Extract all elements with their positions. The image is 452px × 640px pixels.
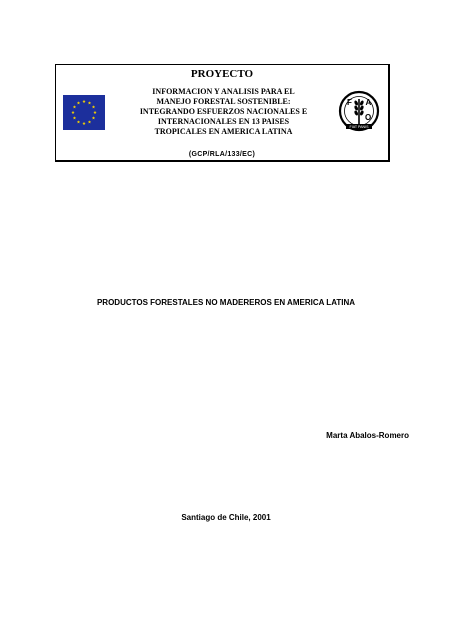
project-description — [126, 87, 321, 137]
project-line: MANEJO FORESTAL SOSTENIBLE: — [156, 97, 291, 106]
document-author: Marta Abalos-Romero — [326, 431, 409, 440]
document-place-date: Santiago de Chile, 2001 — [181, 513, 271, 522]
project-code: (GCP/RLA/133/EC) — [188, 151, 256, 158]
fao-letter: F — [347, 98, 352, 107]
project-title: PROYECTO — [190, 68, 254, 80]
project-line: INTEGRANDO ESFUERZOS NACIONALES E — [139, 107, 308, 116]
fao-banner-text: FIAT PANIS — [349, 125, 369, 129]
fao-letter: O — [365, 113, 372, 122]
eu-flag-icon — [63, 95, 105, 130]
fao-logo-icon — [338, 90, 380, 134]
project-line: INTERNACIONALES EN 13 PAISES — [157, 117, 290, 126]
document-title: PRODUCTOS FORESTALES NO MADEREROS EN AMERICA LATINA — [96, 298, 356, 307]
fao-letter: A — [365, 98, 372, 107]
project-box — [55, 64, 390, 162]
project-line: INFORMACION Y ANALISIS PARA EL — [152, 87, 295, 96]
project-line: TROPICALES EN AMERICA LATINA — [154, 127, 293, 136]
